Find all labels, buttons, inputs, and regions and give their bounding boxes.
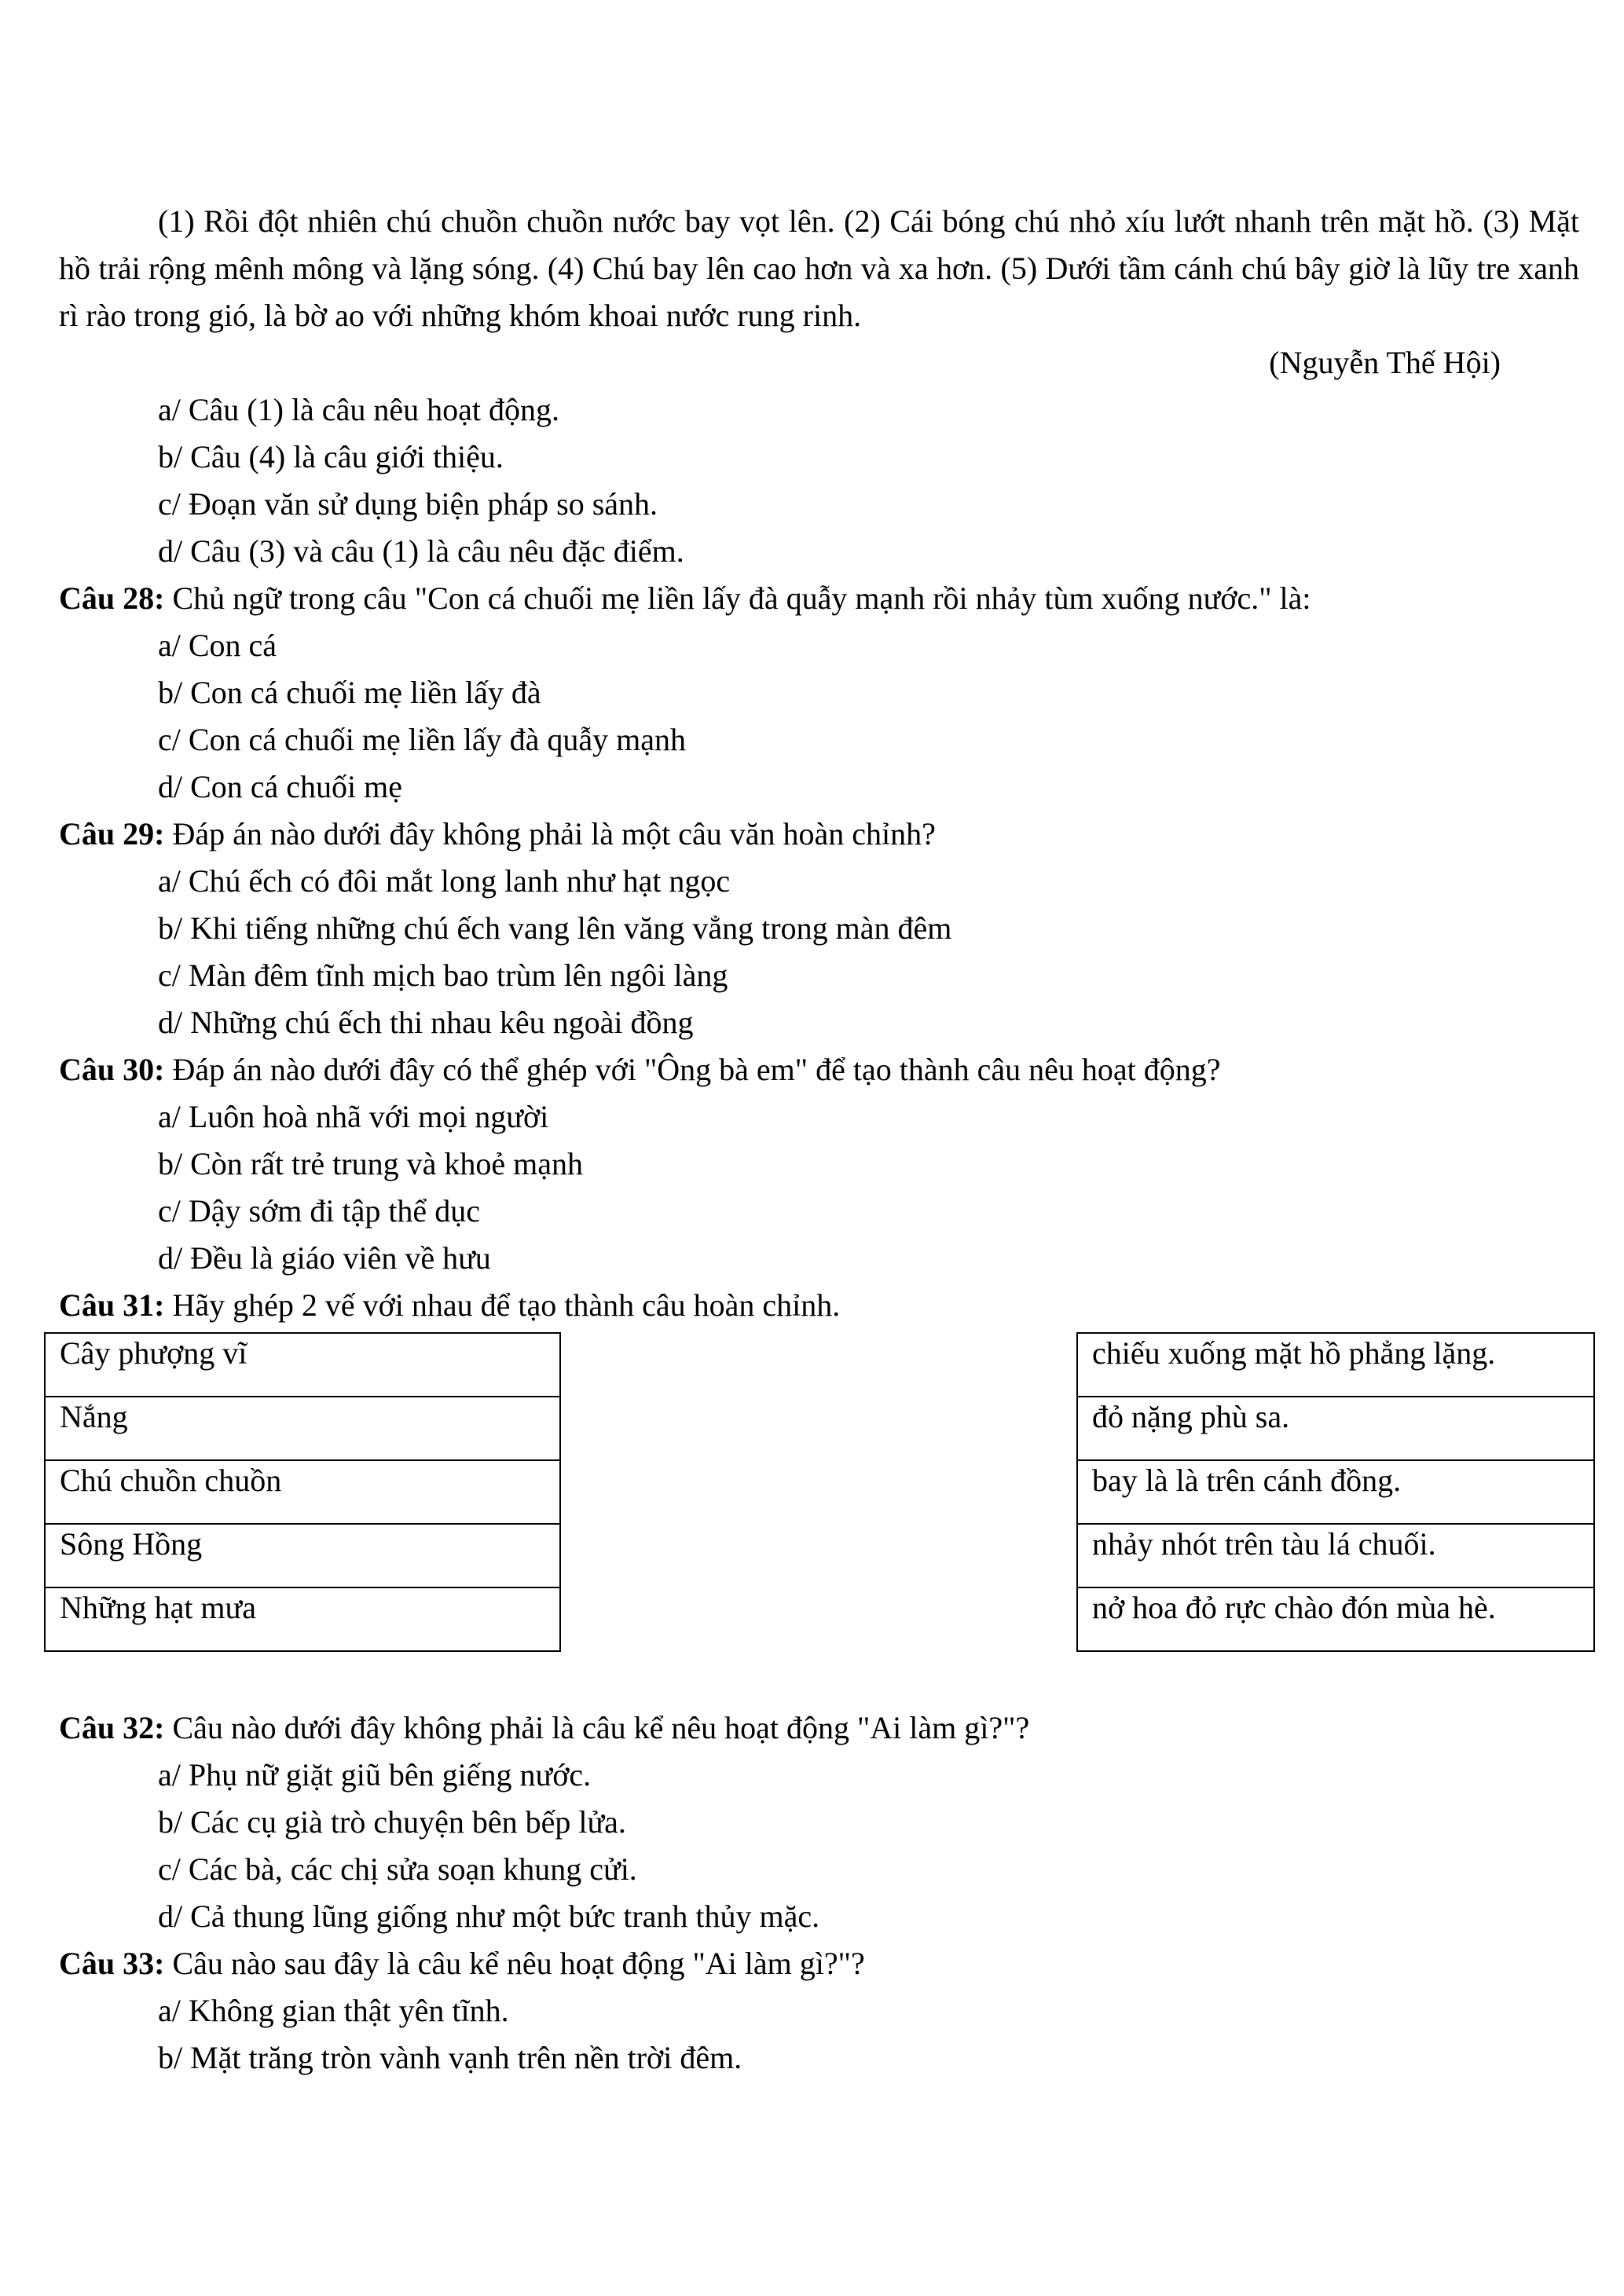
- right-cell: đỏ nặng phù sa.: [1078, 1397, 1593, 1461]
- left-cell: Những hạt mưa: [46, 1588, 559, 1652]
- question-label: Câu 31:: [59, 1287, 165, 1323]
- question-28: [59, 575, 1579, 622]
- question-label: Câu 28:: [59, 580, 165, 616]
- question-label: Câu 29:: [59, 816, 165, 851]
- passage-author: (Nguyễn Thế Hội): [1269, 345, 1501, 380]
- left-cell: Sông Hồng: [46, 1525, 559, 1588]
- left-cell: Chú chuồn chuồn: [46, 1461, 559, 1525]
- q27-option-d: d/ Câu (3) và câu (1) là câu nêu đặc điểm.: [158, 533, 684, 569]
- left-cell: Nắng: [46, 1397, 559, 1461]
- question-text: Đáp án nào dưới đây không phải là một câu văn hoàn chỉnh?: [164, 816, 936, 851]
- document-page: [59, 198, 1579, 2082]
- question-label: Câu 32:: [59, 1710, 165, 1745]
- q32-option-d: d/ Cả thung lũng giống như một bức tranh thủy mặc.: [158, 1899, 820, 1934]
- q32-option-b: b/ Các cụ già trò chuyện bên bếp lửa.: [158, 1804, 626, 1840]
- question-32: [59, 1705, 1579, 1752]
- question-label: Câu 33:: [59, 1946, 165, 1981]
- right-column-table: [1076, 1332, 1595, 1652]
- q33-option-a: a/ Không gian thật yên tĩnh.: [158, 1993, 509, 2028]
- q27-option-b: b/ Câu (4) là câu giới thiệu.: [158, 439, 504, 474]
- q33-option-b: b/ Mặt trăng tròn vành vạnh trên nền trời đêm.: [158, 2040, 742, 2075]
- q29-option-b: b/ Khi tiếng những chú ếch vang lên văng vẳng trong màn đêm: [158, 910, 952, 946]
- right-cell: nở hoa đỏ rực chào đón mùa hè.: [1078, 1588, 1593, 1652]
- q32-option-a: a/ Phụ nữ giặt giũ bên giếng nước.: [158, 1757, 592, 1792]
- right-cell: nhảy nhót trên tàu lá chuối.: [1078, 1525, 1593, 1588]
- q27-option-c: c/ Đoạn văn sử dụng biện pháp so sánh.: [158, 486, 658, 522]
- reading-passage: (1) Rồi đột nhiên chú chuồn chuồn nước bay vọt lên. (2) Cái bóng chú nhỏ xíu lướt nhanh trên mặt hồ. (3) Mặt hồ trải rộng mênh mông và lặng sóng. (4) Chú bay lên cao hơn và xa hơn. (5) Dưới tầm cánh chú bây giờ là lũy tre xanh rì rào trong gió, là bờ ao với những khóm khoai nước rung rinh.: [59, 203, 1579, 333]
- question-text: Đáp án nào dưới đây có thể ghép với "Ông bà em" để tạo thành câu nêu hoạt động?: [164, 1052, 1221, 1087]
- question-29: [59, 811, 1579, 858]
- question-text: Hãy ghép 2 vế với nhau để tạo thành câu hoàn chỉnh.: [164, 1287, 841, 1323]
- left-cell: Cây phượng vĩ: [46, 1334, 559, 1397]
- question-label: Câu 30:: [59, 1052, 165, 1087]
- right-cell: chiếu xuống mặt hồ phẳng lặng.: [1078, 1334, 1593, 1397]
- q29-option-a: a/ Chú ếch có đôi mắt long lanh như hạt ngọc: [158, 863, 731, 899]
- q28-option-c: c/ Con cá chuối mẹ liền lấy đà quẫy mạnh: [158, 722, 687, 757]
- q30-option-b: b/ Còn rất trẻ trung và khoẻ mạnh: [158, 1146, 583, 1181]
- question-text: Câu nào dưới đây không phải là câu kể nêu hoạt động "Ai làm gì?"?: [164, 1710, 1030, 1745]
- question-text: Chủ ngữ trong câu "Con cá chuối mẹ liền lấy đà quẫy mạnh rồi nhảy tùm xuống nước." là:: [164, 580, 1311, 616]
- matching-tables: [44, 1332, 1579, 1657]
- q28-option-d: d/ Con cá chuối mẹ: [158, 769, 403, 804]
- question-31: [59, 1282, 1579, 1329]
- question-30: [59, 1046, 1579, 1093]
- left-column-table: [44, 1332, 561, 1652]
- question-33: [59, 1940, 1579, 1987]
- q32-option-c: c/ Các bà, các chị sửa soạn khung cửi.: [158, 1851, 637, 1887]
- question-text: Câu nào sau đây là câu kể nêu hoạt động "Ai làm gì?"?: [164, 1946, 865, 1981]
- q28-option-a: a/ Con cá: [158, 628, 277, 663]
- q29-option-d: d/ Những chú ếch thi nhau kêu ngoài đồng: [158, 1005, 694, 1040]
- q29-option-c: c/ Màn đêm tĩnh mịch bao trùm lên ngôi làng: [158, 958, 728, 993]
- q30-option-a: a/ Luôn hoà nhã với mọi người: [158, 1099, 549, 1134]
- q27-option-a: a/ Câu (1) là câu nêu hoạt động.: [158, 392, 559, 427]
- q30-option-c: c/ Dậy sớm đi tập thể dục: [158, 1193, 480, 1229]
- q28-option-b: b/ Con cá chuối mẹ liền lấy đà: [158, 675, 541, 710]
- q30-option-d: d/ Đều là giáo viên về hưu: [158, 1240, 491, 1276]
- right-cell: bay là là trên cánh đồng.: [1078, 1461, 1593, 1525]
